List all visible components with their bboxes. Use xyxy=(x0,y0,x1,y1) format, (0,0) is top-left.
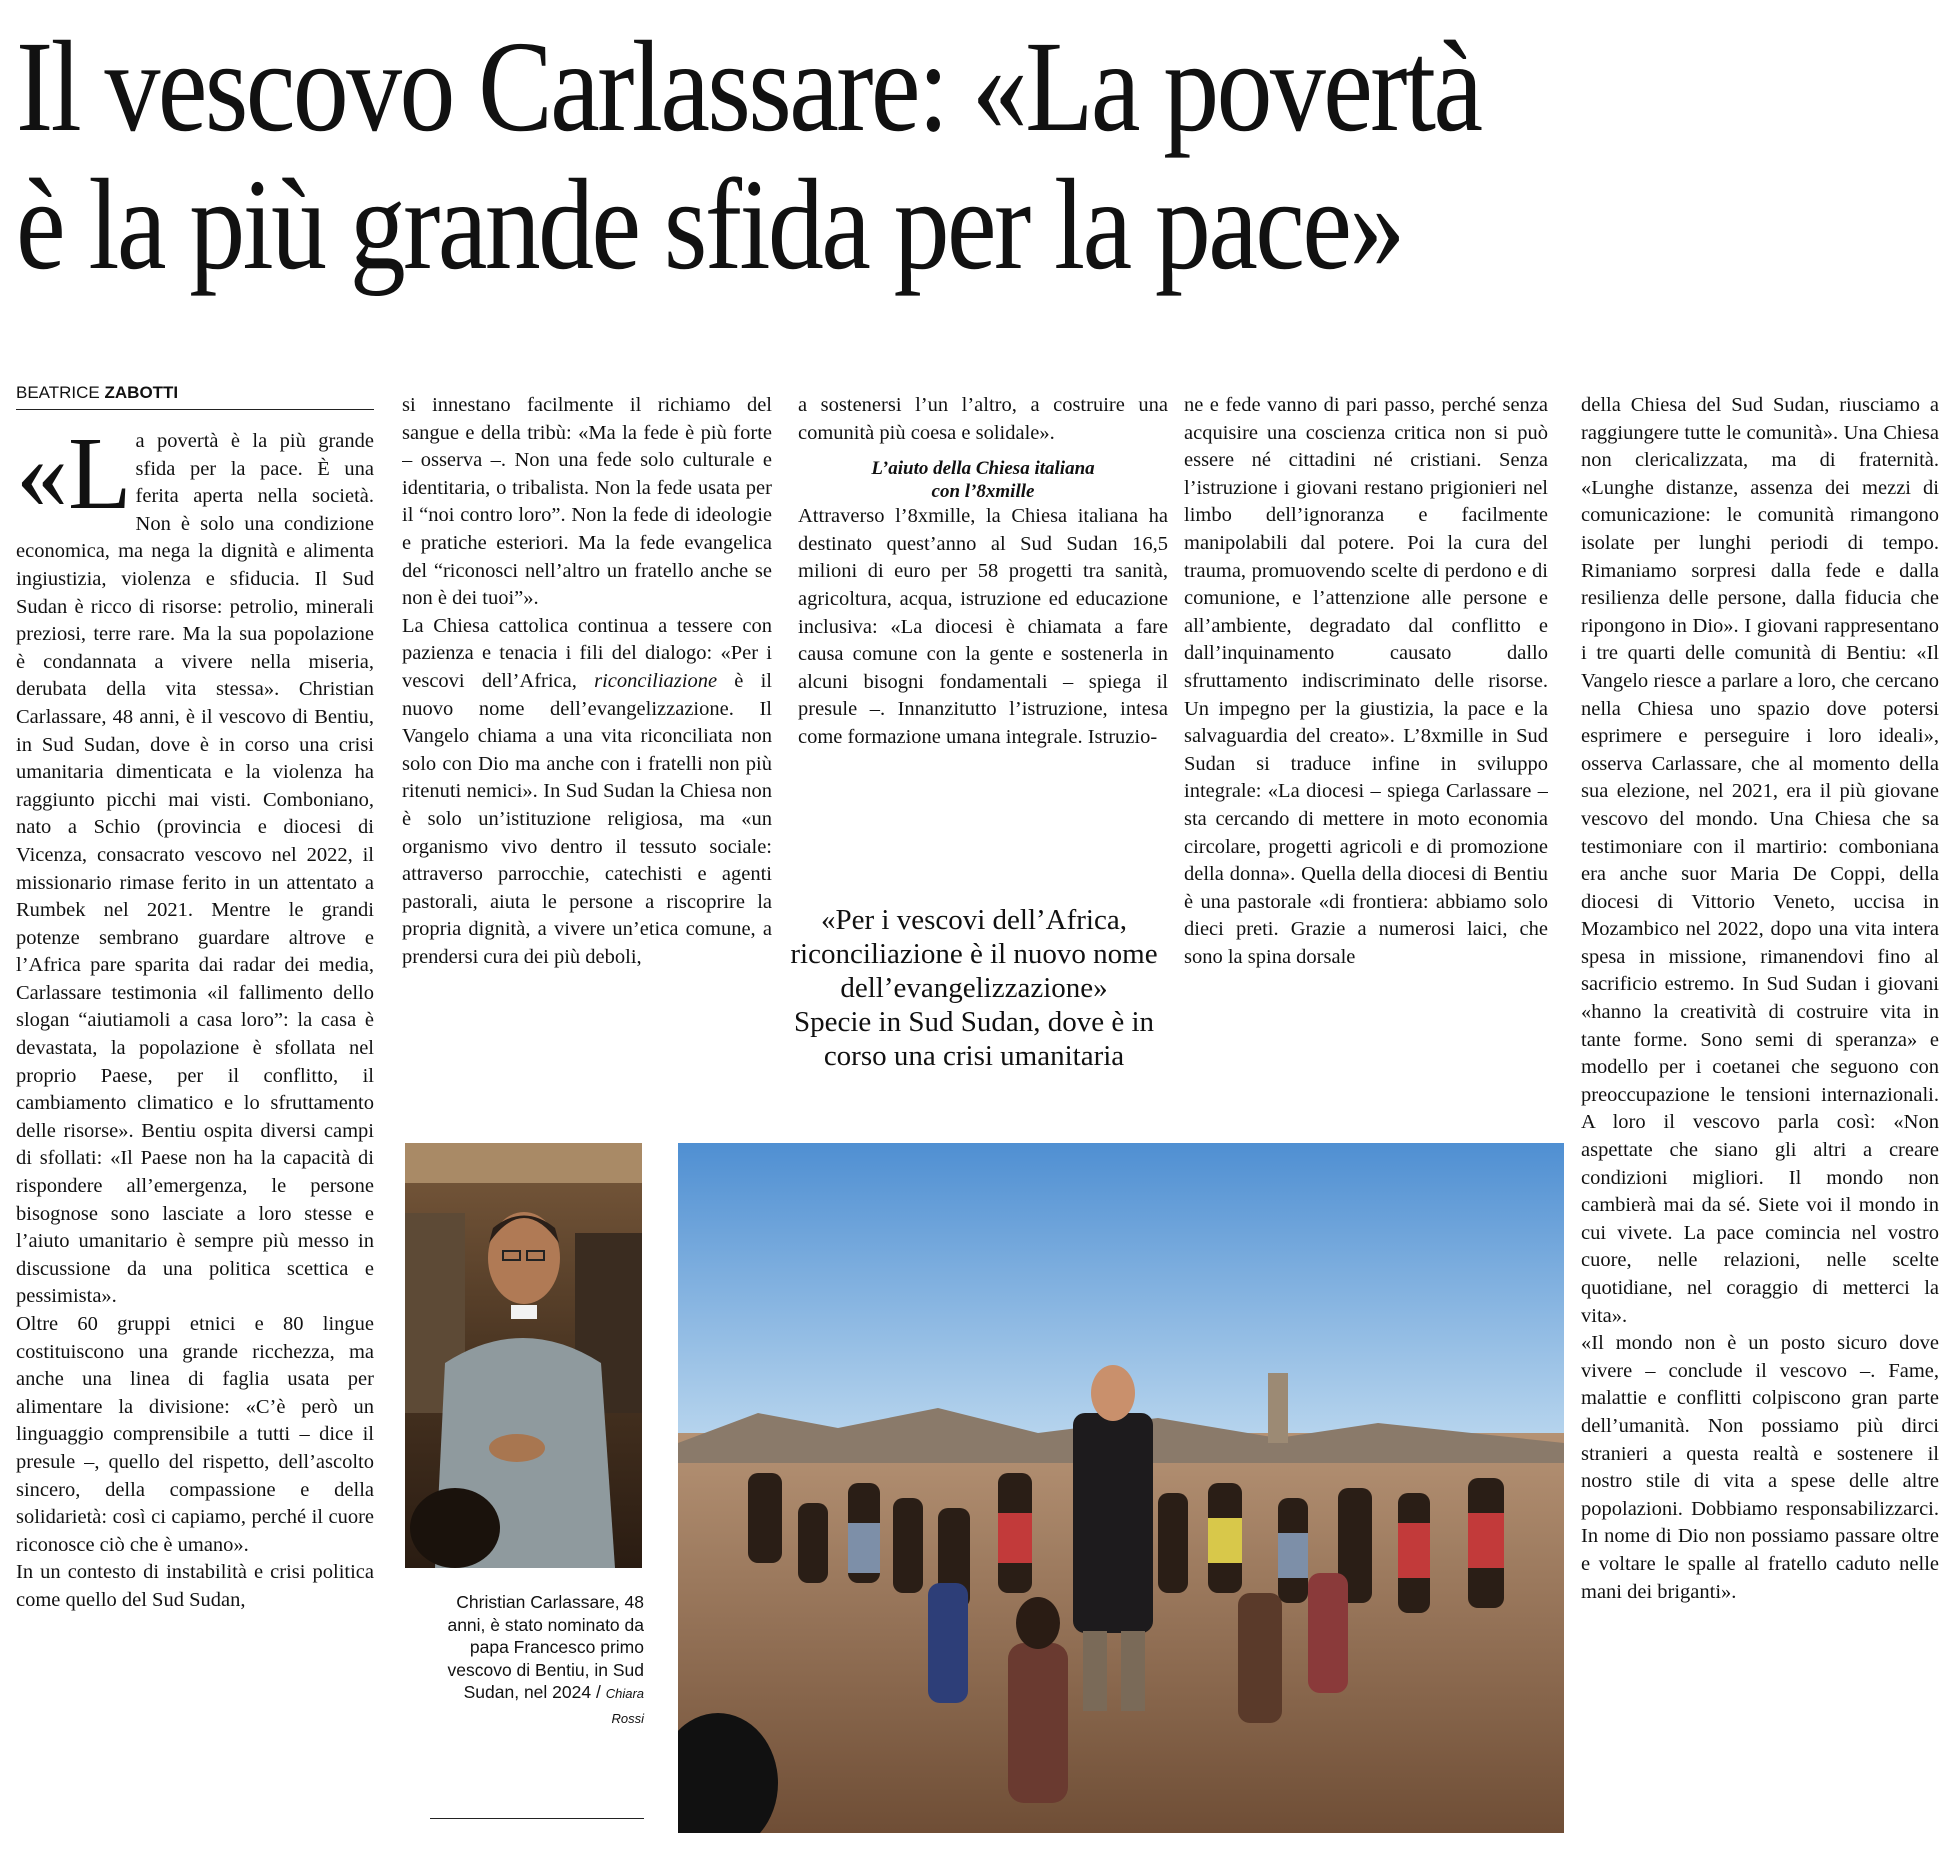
section-subheading xyxy=(798,457,1168,503)
col2-emphasis-riconciliazione: riconciliazione xyxy=(594,669,718,692)
article-column-5 xyxy=(1581,392,1939,1837)
byline-first-name: BEATRICE xyxy=(16,383,100,402)
subhead-line-2: con l’8xmille xyxy=(931,481,1035,503)
caption-separator: / xyxy=(591,1682,606,1702)
byline-last-name: ZABOTTI xyxy=(104,383,179,402)
subhead-line-1: L’aiuto della Chiesa italiana xyxy=(871,458,1095,480)
col4-paragraph-1: ne e fede vanno di pari passo, perché senza acquisire una coscienza critica non si può essere né cittadini né cristiani. Senza l’istruzione i giovani restano prigionieri nel limbo dell’ignoranza e facilmente manipolabili dal potere. Poi la cura del trauma, promuovendo scelte di perdono e di comunione, e l’attenzione alle persone e all’ambiente, degradato dal conflitto e dall’inquinamento causato dallo sfruttamento indiscriminato delle risorse. Un impegno per la giustizia, la pace e la salvaguardia del creato». L’8xmille in Sud Sudan si traduce infine in sviluppo integrale: «La diocesi – spiega Carlassare – sta cercando di mettere in moto economia circolare, progetti agricoli e di promozione della donna». Quella della diocesi di Bentiu è una pastorale «di frontiera: abbiamo solo dieci preti. Grazie a numerosi laici, che sono la spina dorsale xyxy=(1184,394,1548,968)
col3-paragraph-1: a sostenersi l’un l’altro, a costruire una comunità più coesa e solidale». xyxy=(798,394,1168,444)
pull-quote-line-1: «Per i vescovi dell’Africa, riconciliazione è il nuovo nome dell’evangelizzazione» xyxy=(790,904,1158,1004)
headline-line-2: è la più grande sfida per la pace» xyxy=(16,153,1403,297)
photo-credit: Chiara Rossi xyxy=(605,1686,644,1726)
main-photo xyxy=(678,1143,1564,1833)
pull-quote-line-2: Specie in Sud Sudan, dove è in corso una crisi umanitaria xyxy=(793,1006,1155,1072)
byline xyxy=(16,383,374,410)
col5-paragraph-2: «Il mondo non è un posto sicuro dove vivere – conclude il vescovo –. Fame, malattie e conflitti colpiscono gran parte dell’umanità. Non possiamo più dirci stranieri a questa realtà e sostenere il nostro stile di vita a spese delle altre popolazioni. Dobbiamo responsabilizzarci. In nome di Dio non possiamo passare oltre e voltare le spalle al fratello caduto nelle mani dei briganti». xyxy=(1581,1332,1939,1603)
photo-caption xyxy=(430,1591,644,1730)
portrait-photo-image xyxy=(405,1143,642,1568)
article-column-2 xyxy=(402,392,772,1102)
article-column-1 xyxy=(16,428,374,1833)
caption-rule xyxy=(430,1818,644,1819)
col1-paragraph-3: In un contesto di instabilità e crisi politica come quello del Sud Sudan, xyxy=(16,1561,374,1611)
col2-paragraph-2-start: La Chiesa cattolica continua a tessere con pazienza e tenacia i fili del dialogo: «Per i vescovi dell’Africa, xyxy=(402,614,772,692)
portrait-photo xyxy=(405,1143,642,1568)
pull-quote xyxy=(778,903,1170,1073)
col1-paragraph-1: a povertà è la più grande sfida per la pace. È una ferita aperta nella società. Non è solo una condizione economica, ma nega la dignità e alimenta ingiustizia, violenza e sfiducia. Il Sud Sudan è ricco di risorse: petrolio, minerali preziosi, terre rare. Ma la sua popolazione è condannata a vivere nella miseria, derubata della vita stessa». Christian Carlassare, 48 anni, è il vescovo di Bentiu, in Sud Sudan, dove è in corso una crisi umanitaria dimenticata e la violenza ha raggiunto picchi mai visti. Comboniano, nato a Schio (provincia e diocesi di Vicenza, consacrato vescovo nel 2022, il missionario rimase ferito in un attentato a Rumbek nel 2021. Mentre le grandi potenze sembrano guardare altrove e l’Africa pare sparita dai radar dei media, Carlassare testimonia «il fallimento dello slogan “aiutiamoli a casa loro”: la casa è devastata, la popolazione è sfollata nel proprio Paese, per il conflitto, il cambiamento climatico e lo sfruttamento delle risorse». Bentiu ospita diversi campi di sfollati: «Il Paese non ha la capacità di rispondere all’emergenza, le persone bisognose sono lasciate a loro stesse e l’aiuto umanitario è sempre più messo in discussione da una politica scettica e pessimista». xyxy=(16,430,374,1308)
headline xyxy=(16,15,1667,297)
col3-paragraph-2: Attraverso l’8xmille, la Chiesa italiana ha destinato quest’anno al Sud Sudan 16,5 milioni di euro per 58 progetti tra sanità, agricoltura, acqua, istruzione ed educazione inclusiva: «La diocesi è chiamata a fare causa comune con la gente e sostenerla in alcuni bisogni fondamentali – spiega il presule –. Innanzitutto l’istruzione, intesa come formazione umana integrale. Istruzio- xyxy=(798,505,1168,748)
headline-line-1: Il vescovo Carlassare: «La povertà xyxy=(16,15,1481,159)
main-photo-image xyxy=(678,1143,1564,1833)
col2-paragraph-2-end: è il nuovo nome dell’evangelizzazione. Il Vangelo chiama a una vita riconciliata non solo con Dio ma anche con i fratelli non più ritenuti nemici». In Sud Sudan la Chiesa non è solo un’istituzione religiosa, ma «un organismo vivo dentro il tessuto sociale: attraverso parrocchie, catechisti e agenti pastorali, aiuta le persone a riscoprire la propria dignità, a vivere un’etica comune, a prendersi cura dei più deboli, xyxy=(402,669,772,968)
article-column-4 xyxy=(1184,392,1548,1102)
col5-paragraph-1: della Chiesa del Sud Sudan, riusciamo a raggiungere tutte le comunità». Una Chiesa non clericalizzata, ma di fraternità. «Lunghe distanze, assenza dei mezzi di comunicazione: le comunità rimangono isolate per lunghi periodi di tempo. Rimaniamo sorpresi dalla fede e dalla resilienza delle persone, dalla fiducia che ripongono in Dio». I giovani rappresentano i tre quarti delle comunità di Bentiu: «Il Vangelo riesce a parlare a loro, che cercano nella Chiesa uno spazio dove potersi esprimere e perseguire i loro ideali», osserva Carlassare, che al momento della sua elezione, nel 2021, era il più giovane vescovo del mondo. Una Chiesa che sa testimoniare con il martirio: comboniana era anche suor Maria De Coppi, della diocesi di Vittorio Veneto, uccisa in Mozambico nel 2022, dopo una vita intera spesa in missione, rimanendovi fino al sacrificio estremo. In Sud Sudan i giovani «hanno la creatività di costruire vita in tante forme. Sono semi di speranza» e modello per i coetanei che seguono con preoccupazione le tensioni internazionali. A loro il vescovo parla così: «Non aspettate che siano gli altri a creare condizioni migliori. Il mondo non cambierà mai da sé. Siete voi il mondo in cui vivete. La pace comincia nel vostro cuore, nelle relazioni, nelle scelte quotidiane, nel coraggio di metterci la vita». xyxy=(1581,394,1939,1327)
article-column-3 xyxy=(798,392,1168,872)
col1-paragraph-2: Oltre 60 gruppi etnici e 80 lingue costituiscono una grande ricchezza, ma anche una linea di faglia usata per alimentare la divisione: «C’è però un linguaggio comprensibile a tutti – dice il presule –, quello del rispetto, dell’ascolto sincero, della compassione e della solidarietà: così ci capiamo, perché il cuore riconosce ciò che è umano». xyxy=(16,1313,374,1556)
drop-cap: «L xyxy=(16,428,132,531)
col2-paragraph-1: si innestano facilmente il richiamo del sangue e della tribù: «Ma la fede è più forte – osserva –. Non una fede solo culturale e identitaria, o tribalista. Non la fede usata per il “noi contro loro”. Non la fede di ideologie e pratiche esteriori. Ma la fede evangelica del “riconosci nell’altro un fratello anche se non è dei tuoi”». xyxy=(402,394,772,610)
caption-text: Christian Carlassare, 48 anni, è stato nominato da papa Francesco primo vescovo di Bentiu, in Sud Sudan, nel 2024 xyxy=(447,1592,644,1702)
